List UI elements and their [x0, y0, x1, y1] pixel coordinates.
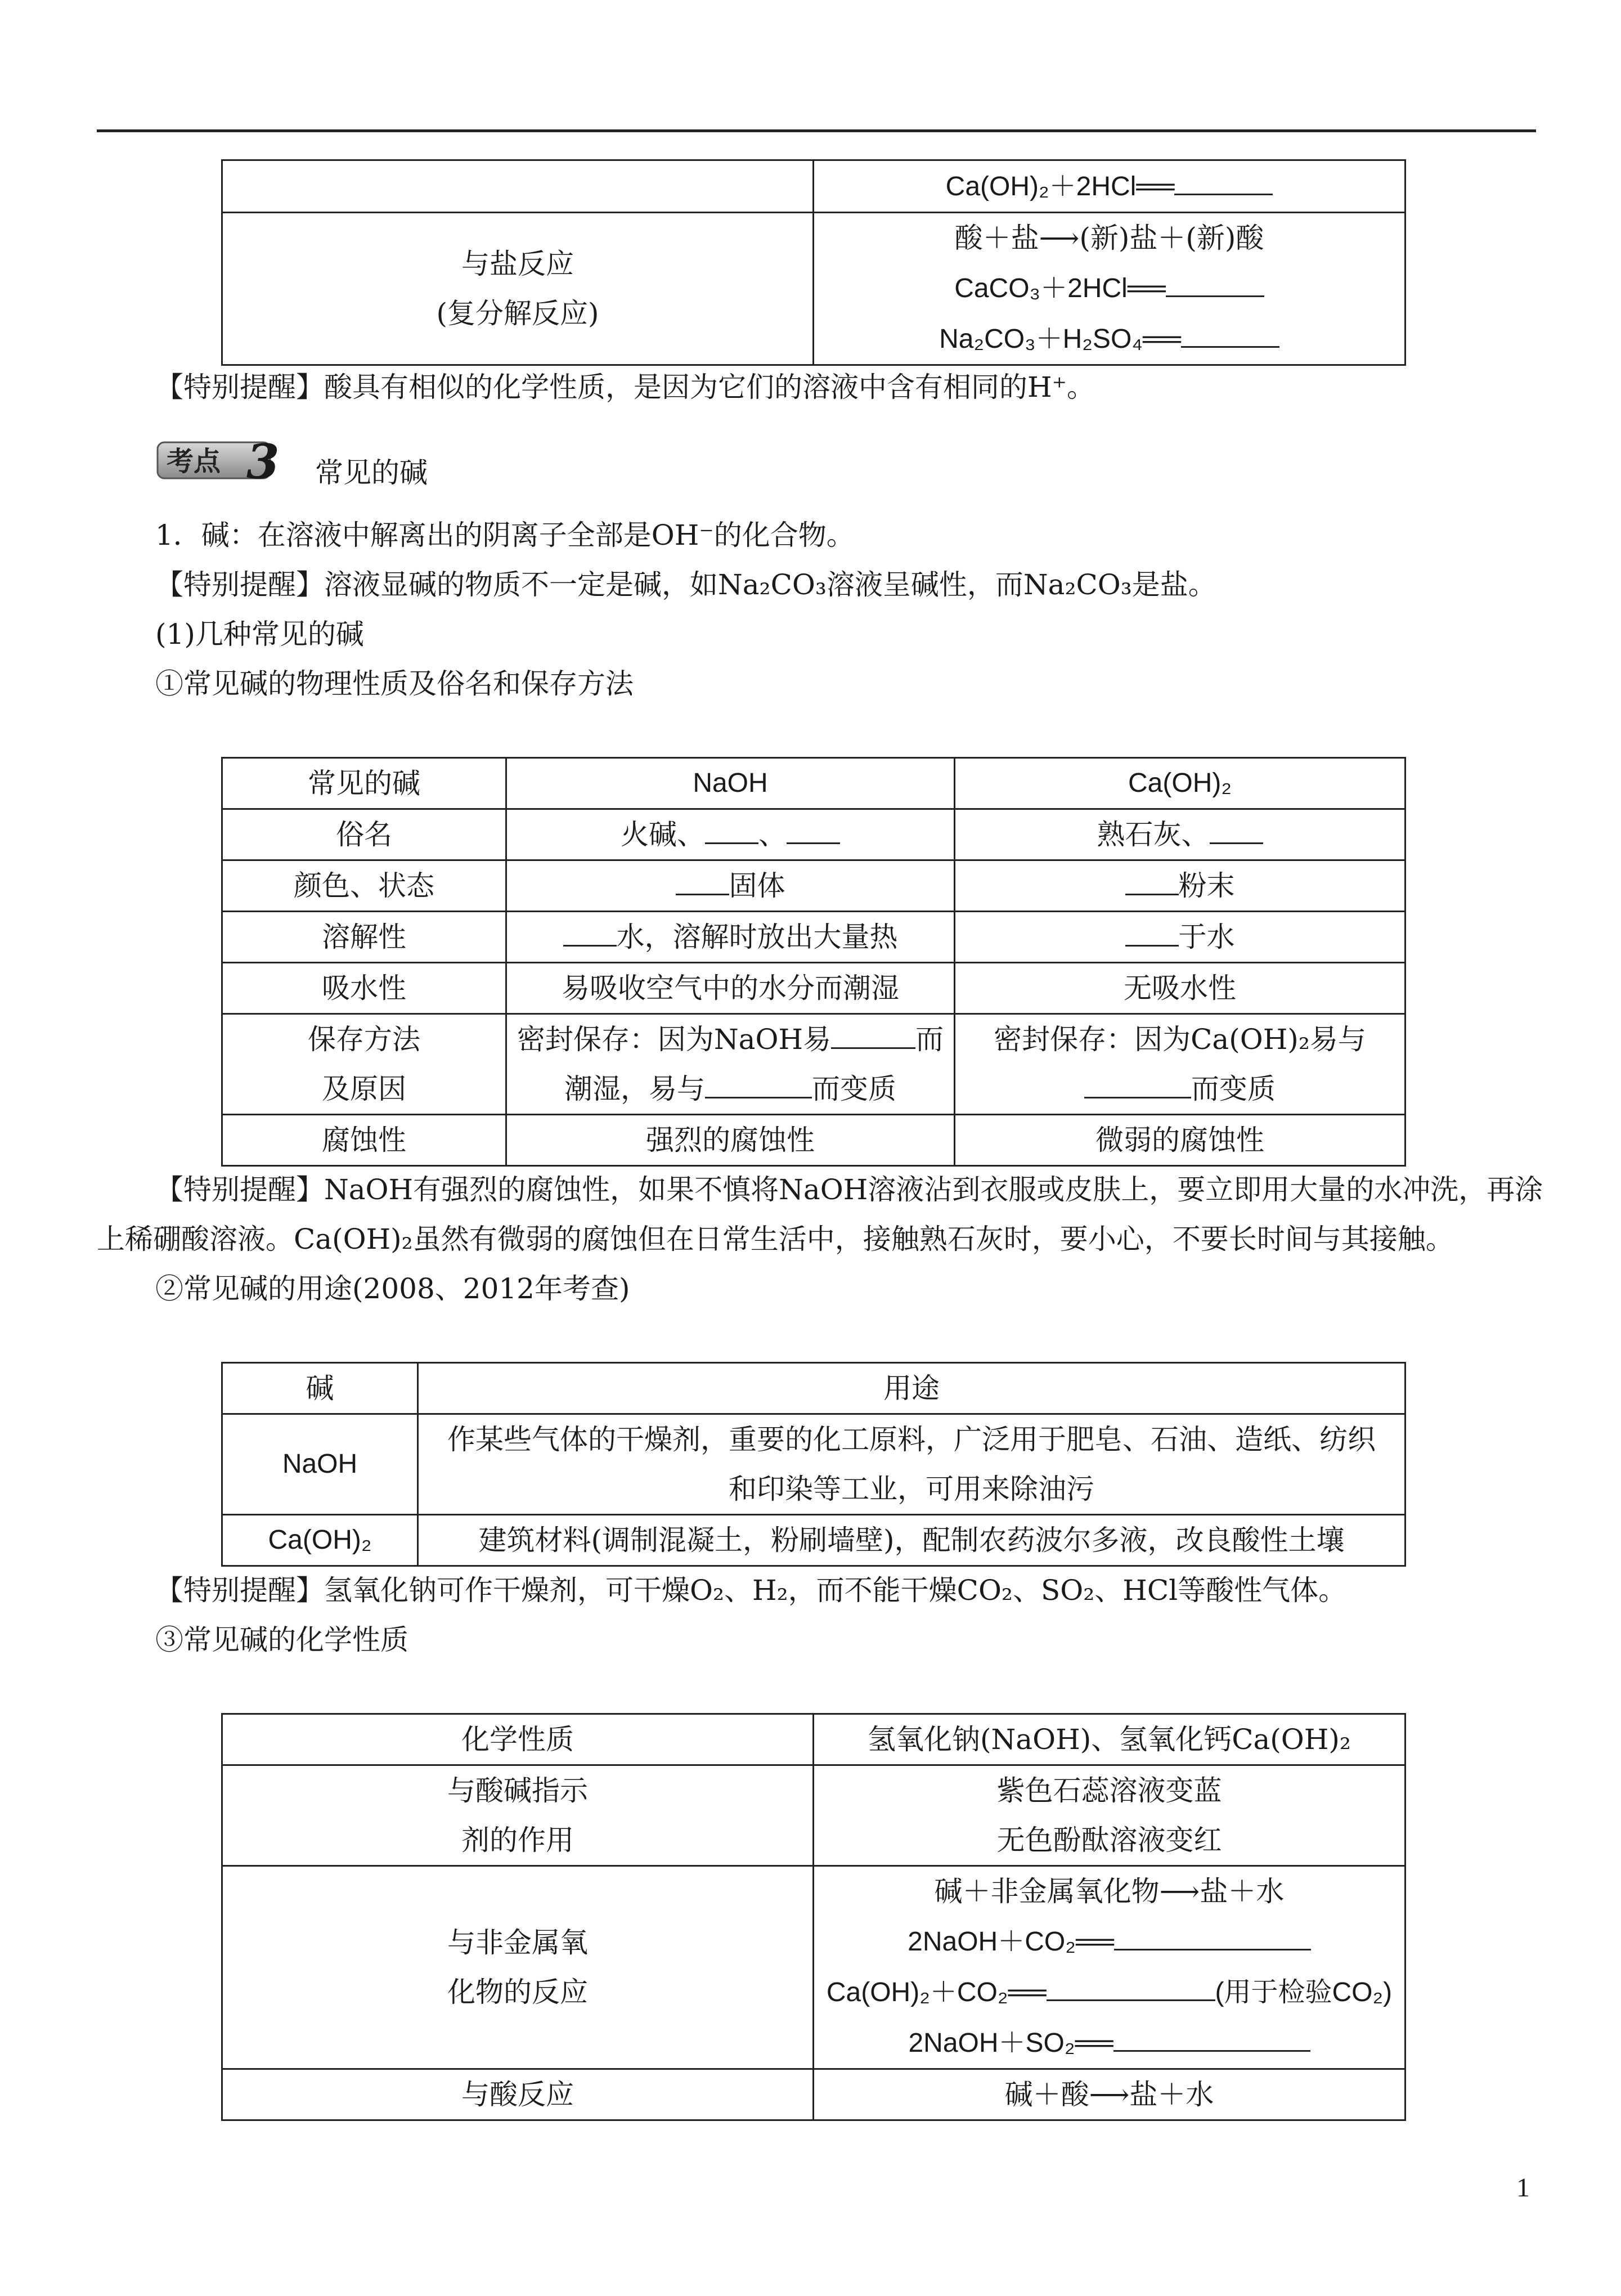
table-header-cell: 常见的碱 [222, 758, 506, 809]
table-cell [814, 1765, 1406, 1866]
table-cell: 与酸反应 [222, 2069, 814, 2120]
row-label: 与盐反应 [461, 248, 574, 280]
base-physical-properties-table [221, 757, 1406, 1167]
table-row [222, 1714, 1406, 1765]
table-cell [506, 1014, 955, 1115]
table-row [222, 1014, 1406, 1115]
table-row [222, 963, 1406, 1014]
cell-text: 粉末 [1178, 869, 1235, 902]
answer-blank [1114, 1926, 1311, 1950]
table-cell: 俗名 [222, 809, 506, 860]
table-header-cell: NaOH [506, 758, 955, 809]
cell-text: 无色酚酞溶液变红 [996, 1824, 1222, 1856]
answer-blank [1084, 1074, 1191, 1098]
page-number: 1 [1516, 2173, 1530, 2203]
table-cell [222, 1866, 814, 2069]
answer-blank [676, 871, 729, 895]
table-cell: 腐蚀性 [222, 1115, 506, 1166]
cell-text: (用于检验CO₂) [1215, 1977, 1393, 2007]
subheading-uses: ②常见碱的用途(2008、2012年考查) [155, 1272, 630, 1305]
badge-text: 考点 [167, 446, 221, 477]
cell-text: 熟石灰、 [1097, 818, 1210, 851]
table-cell: NaOH [222, 1414, 418, 1515]
table-cell [955, 809, 1406, 860]
table-header-cell: 用途 [418, 1363, 1406, 1414]
cell-text: 和印染等工业，可用来除油污 [729, 1473, 1094, 1505]
table-row [222, 2069, 1406, 2120]
cell-text: 而 [915, 1023, 944, 1056]
cell-text: 碱＋非金属氧化物⟶盐＋水 [934, 1875, 1285, 1908]
answer-blank [705, 820, 758, 844]
note-acid-h-ion: 【特别提醒】酸具有相似的化学性质，是因为它们的溶液中含有相同的H⁺。 [155, 371, 1095, 403]
cell-text: 水，溶解时放出大量热 [616, 921, 898, 953]
table-cell [222, 213, 814, 365]
note-naoh-corrosive-line2: 上稀硼酸溶液。Ca(OH)₂虽然有微弱的腐蚀但在日常生活中，接触熟石灰时，要小心，不要长时间与其接触。 [97, 1223, 1454, 1255]
answer-blank [1174, 171, 1273, 195]
cell-text: 而变质 [1191, 1073, 1276, 1105]
cell-text: 密封保存：因为Ca(OH)₂易与 [994, 1023, 1366, 1056]
note-naoh-drying-agent: 【特别提醒】氢氧化钠可作干燥剂，可干燥O₂、H₂，而不能干燥CO₂、SO₂、HCl等酸性气体。 [155, 1574, 1347, 1607]
table-cell [222, 160, 814, 213]
badge-number: 3 [246, 438, 280, 482]
table-cell: 吸水性 [222, 963, 506, 1014]
salt-reaction-rule: 酸＋盐⟶(新)盐＋(新)酸 [954, 222, 1264, 254]
subheading-chemical-properties: ③常见碱的化学性质 [155, 1624, 408, 1656]
table-row [222, 1115, 1406, 1166]
answer-blank [1181, 324, 1279, 348]
table-cell: Ca(OH)₂ [222, 1515, 418, 1566]
answer-blank [787, 820, 840, 844]
cell-text: 与酸碱指示 [447, 1774, 588, 1807]
table-cell: 建筑材料(调制混凝土，粉刷墙壁)，配制农药波尔多液，改良酸性土壤 [418, 1515, 1406, 1566]
table-row [222, 1866, 1406, 2069]
table-cell [814, 1866, 1406, 2069]
table-cell: 强烈的腐蚀性 [506, 1115, 955, 1166]
table-cell [506, 912, 955, 963]
table-cell: 微弱的腐蚀性 [955, 1115, 1406, 1166]
table-cell: 无吸水性 [955, 963, 1406, 1014]
table-cell: 颜色、状态 [222, 860, 506, 912]
cell-text: 保存方法 [308, 1023, 420, 1056]
cell-text: 与非金属氧 [447, 1926, 588, 1959]
table-row [222, 809, 1406, 860]
note-naoh-corrosive-line1: 【特别提醒】NaOH有强烈的腐蚀性，如果不慎将NaOH溶液沾到衣服或皮肤上，要立即用大量的水冲洗，再涂 [155, 1173, 1543, 1206]
cell-text: 、 [758, 818, 787, 851]
subheading-common-bases: (1)几种常见的碱 [155, 618, 364, 651]
table-cell [506, 860, 955, 912]
equation-caco3-hcl: CaCO₃＋2HCl══ [954, 273, 1166, 303]
table-cell [814, 160, 1406, 213]
section-badge-icon [156, 438, 298, 482]
subheading-physical-properties: ①常见碱的物理性质及俗名和保存方法 [155, 667, 634, 700]
table-row [222, 1363, 1406, 1414]
table-cell: 易吸收空气中的水分而潮湿 [506, 963, 955, 1014]
table-row [222, 758, 1406, 809]
table-cell [222, 1765, 814, 1866]
row-label: (复分解反应) [436, 297, 599, 330]
cell-text: 于水 [1178, 921, 1235, 953]
answer-blank [831, 1025, 915, 1049]
answer-blank [1113, 2028, 1310, 2052]
table-row [222, 1414, 1406, 1515]
cell-text: 剂的作用 [461, 1824, 574, 1856]
base-uses-table [221, 1362, 1406, 1567]
equation-ca-oh2-hcl: Ca(OH)₂＋2HCl══ [945, 172, 1175, 201]
answer-blank [705, 1074, 812, 1098]
answer-blank [563, 922, 617, 947]
cell-text: 及原因 [322, 1073, 406, 1105]
cell-text: 化物的反应 [447, 1976, 588, 2008]
cell-text: 作某些气体的干燥剂，重要的化工原料，广泛用于肥皂、石油、造纸、纺织 [447, 1423, 1376, 1456]
table-cell [814, 213, 1406, 365]
note-base-solution: 【特别提醒】溶液显碱的物质不一定是碱，如Na₂CO₃溶液呈碱性，而Na₂CO₃是盐。 [155, 568, 1216, 601]
cell-text: 紫色石蕊溶液变蓝 [996, 1774, 1222, 1807]
table-header-cell: Ca(OH)₂ [955, 758, 1406, 809]
table-row [222, 213, 1406, 365]
table-cell [955, 1014, 1406, 1115]
answer-blank [1166, 273, 1264, 297]
table-row [222, 1515, 1406, 1566]
base-chemical-properties-table [221, 1713, 1406, 2121]
cell-text: 密封保存：因为NaOH易 [517, 1023, 832, 1056]
table-cell [506, 809, 955, 860]
table-row [222, 160, 1406, 213]
answer-blank [1210, 820, 1263, 844]
answer-blank [1125, 871, 1179, 895]
cell-text: 固体 [729, 869, 785, 902]
header-rule [97, 129, 1536, 132]
table-cell [955, 912, 1406, 963]
table-header-cell: 碱 [222, 1363, 418, 1414]
table-row [222, 860, 1406, 912]
equation-naoh-so2: 2NaOH＋SO₂══ [908, 2028, 1113, 2058]
table-cell: 碱＋酸⟶盐＋水 [814, 2069, 1406, 2120]
acid-properties-table-continued [221, 159, 1406, 366]
answer-blank [1047, 1977, 1215, 2001]
table-cell: 溶解性 [222, 912, 506, 963]
cell-text: 火碱、 [621, 818, 705, 851]
equation-naoh-co2: 2NaOH＋CO₂══ [908, 1927, 1114, 1957]
table-header-cell: 化学性质 [222, 1714, 814, 1765]
table-row [222, 1765, 1406, 1866]
equation-caoh2-co2: Ca(OH)₂＋CO₂══ [826, 1977, 1047, 2007]
table-header-cell: 氢氧化钠(NaOH)、氢氧化钙Ca(OH)₂ [814, 1714, 1406, 1765]
cell-text: 而变质 [812, 1073, 896, 1105]
table-cell [955, 860, 1406, 912]
section-title: 常见的碱 [315, 456, 428, 489]
equation-na2co3-h2so4: Na₂CO₃＋H₂SO₄══ [939, 324, 1181, 354]
table-cell [418, 1414, 1406, 1515]
definition-base: 1．碱：在溶液中解离出的阴离子全部是OH⁻的化合物。 [155, 519, 855, 551]
table-cell [222, 1014, 506, 1115]
table-row [222, 912, 1406, 963]
cell-text: 潮湿，易与 [564, 1073, 705, 1105]
answer-blank [1125, 922, 1179, 947]
